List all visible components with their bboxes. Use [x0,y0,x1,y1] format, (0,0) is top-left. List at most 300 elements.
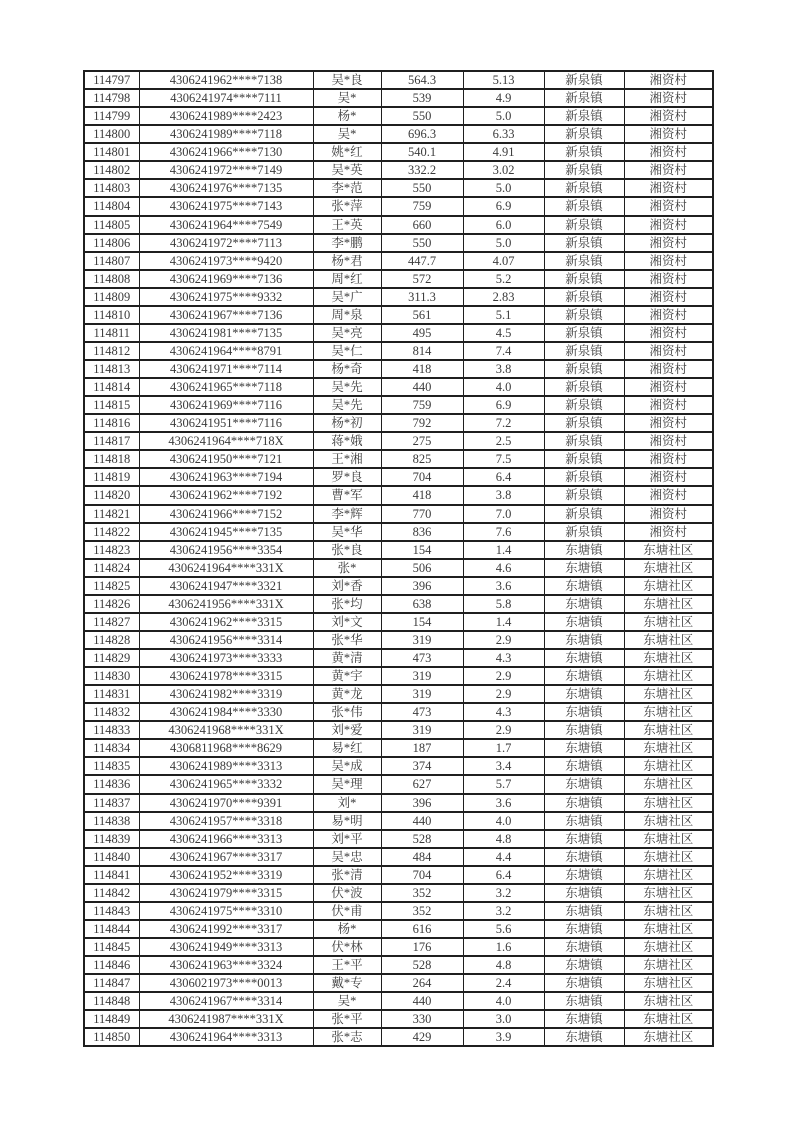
serial-cell: 114830 [84,667,139,685]
table-row [84,161,713,179]
name-cell: 伏*波 [313,884,381,902]
name-cell: 吴* [313,125,381,143]
value1-cell: 352 [381,902,463,920]
table-row [84,667,713,685]
town-cell: 新泉镇 [544,216,624,234]
town-cell: 新泉镇 [544,161,624,179]
town-cell: 新泉镇 [544,432,624,450]
id-number-cell: 4306241951****7116 [139,414,313,432]
value2-cell: 7.0 [463,505,544,523]
village-cell: 湘资村 [624,107,713,125]
id-number-cell: 4306241989****3313 [139,757,313,775]
town-cell: 东塘镇 [544,631,624,649]
value1-cell: 319 [381,631,463,649]
id-number-cell: 4306241962****7138 [139,71,313,89]
village-cell: 东塘社区 [624,757,713,775]
id-number-cell: 4306241966****7152 [139,505,313,523]
id-number-cell: 4306241972****7113 [139,234,313,252]
village-cell: 湘资村 [624,450,713,468]
name-cell: 吴*先 [313,378,381,396]
value1-cell: 759 [381,396,463,414]
town-cell: 东塘镇 [544,974,624,992]
name-cell: 吴*先 [313,396,381,414]
id-number-cell: 4306241956****3354 [139,541,313,559]
serial-cell: 114802 [84,161,139,179]
name-cell: 伏*甫 [313,902,381,920]
name-cell: 吴*广 [313,288,381,306]
value1-cell: 495 [381,324,463,342]
village-cell: 东塘社区 [624,812,713,830]
name-cell: 张*华 [313,631,381,649]
id-number-cell: 4306241968****331X [139,721,313,739]
value2-cell: 4.0 [463,812,544,830]
value2-cell: 6.0 [463,216,544,234]
id-number-cell: 4306241947****3321 [139,577,313,595]
value1-cell: 506 [381,559,463,577]
value1-cell: 528 [381,956,463,974]
name-cell: 吴*成 [313,757,381,775]
town-cell: 新泉镇 [544,414,624,432]
table-row [84,559,713,577]
village-cell: 湘资村 [624,216,713,234]
value2-cell: 2.9 [463,631,544,649]
value2-cell: 3.8 [463,486,544,504]
serial-cell: 114801 [84,143,139,161]
table-row [84,107,713,125]
town-cell: 东塘镇 [544,902,624,920]
value2-cell: 2.4 [463,974,544,992]
serial-cell: 114839 [84,830,139,848]
value2-cell: 5.1 [463,306,544,324]
value1-cell: 264 [381,974,463,992]
id-number-cell: 4306241989****2423 [139,107,313,125]
id-number-cell: 4306241975****9332 [139,288,313,306]
name-cell: 张*萍 [313,197,381,215]
table-row [84,974,713,992]
value1-cell: 176 [381,938,463,956]
name-cell: 张*清 [313,866,381,884]
town-cell: 新泉镇 [544,486,624,504]
value2-cell: 3.6 [463,794,544,812]
id-number-cell: 4306241992****3317 [139,920,313,938]
name-cell: 王*平 [313,956,381,974]
value2-cell: 5.13 [463,71,544,89]
id-number-cell: 4306241963****7194 [139,468,313,486]
serial-cell: 114798 [84,89,139,107]
town-cell: 东塘镇 [544,577,624,595]
id-number-cell: 4306241975****7143 [139,197,313,215]
town-cell: 东塘镇 [544,541,624,559]
table-row [84,848,713,866]
value1-cell: 396 [381,794,463,812]
name-cell: 蒋*娥 [313,432,381,450]
value1-cell: 836 [381,523,463,541]
id-number-cell: 4306241979****3315 [139,884,313,902]
table-row [84,125,713,143]
table-row [84,613,713,631]
value1-cell: 540.1 [381,143,463,161]
id-number-cell: 4306241964****3313 [139,1028,313,1046]
table-row [84,830,713,848]
table-row [84,902,713,920]
serial-cell: 114816 [84,414,139,432]
name-cell: 吴*华 [313,523,381,541]
value2-cell: 1.7 [463,739,544,757]
id-number-cell: 4306241967****3317 [139,848,313,866]
id-number-cell: 4306241969****7116 [139,396,313,414]
village-cell: 湘资村 [624,360,713,378]
value2-cell: 1.6 [463,938,544,956]
id-number-cell: 4306241973****3333 [139,649,313,667]
value2-cell: 7.2 [463,414,544,432]
serial-cell: 114842 [84,884,139,902]
town-cell: 东塘镇 [544,812,624,830]
value2-cell: 2.9 [463,685,544,703]
value2-cell: 4.4 [463,848,544,866]
value2-cell: 4.6 [463,559,544,577]
name-cell: 周*红 [313,270,381,288]
town-cell: 新泉镇 [544,505,624,523]
table-row [84,306,713,324]
id-number-cell: 4306241966****3313 [139,830,313,848]
town-cell: 东塘镇 [544,685,624,703]
value1-cell: 473 [381,649,463,667]
value2-cell: 3.8 [463,360,544,378]
table-row [84,775,713,793]
name-cell: 吴* [313,992,381,1010]
village-cell: 湘资村 [624,505,713,523]
value1-cell: 825 [381,450,463,468]
town-cell: 新泉镇 [544,360,624,378]
value1-cell: 154 [381,541,463,559]
town-cell: 东塘镇 [544,956,624,974]
town-cell: 东塘镇 [544,992,624,1010]
name-cell: 杨*君 [313,252,381,270]
name-cell: 张*伟 [313,703,381,721]
value1-cell: 770 [381,505,463,523]
value1-cell: 704 [381,468,463,486]
serial-cell: 114818 [84,450,139,468]
name-cell: 黄*清 [313,649,381,667]
value1-cell: 319 [381,721,463,739]
table-row [84,378,713,396]
value1-cell: 319 [381,667,463,685]
value1-cell: 759 [381,197,463,215]
serial-cell: 114828 [84,631,139,649]
town-cell: 东塘镇 [544,1028,624,1046]
table-row [84,884,713,902]
id-number-cell: 4306241962****3315 [139,613,313,631]
value2-cell: 4.3 [463,703,544,721]
table-row [84,794,713,812]
town-cell: 新泉镇 [544,342,624,360]
serial-cell: 114835 [84,757,139,775]
id-number-cell: 4306241957****3318 [139,812,313,830]
id-number-cell: 4306241963****3324 [139,956,313,974]
serial-cell: 114800 [84,125,139,143]
town-cell: 东塘镇 [544,667,624,685]
town-cell: 新泉镇 [544,143,624,161]
value1-cell: 814 [381,342,463,360]
id-number-cell: 4306241964****7549 [139,216,313,234]
village-cell: 东塘社区 [624,1028,713,1046]
name-cell: 张*志 [313,1028,381,1046]
value2-cell: 2.9 [463,667,544,685]
serial-cell: 114848 [84,992,139,1010]
village-cell: 湘资村 [624,342,713,360]
town-cell: 东塘镇 [544,703,624,721]
serial-cell: 114850 [84,1028,139,1046]
name-cell: 吴*理 [313,775,381,793]
value2-cell: 4.0 [463,378,544,396]
town-cell: 新泉镇 [544,523,624,541]
name-cell: 王*湘 [313,450,381,468]
town-cell: 东塘镇 [544,938,624,956]
serial-cell: 114805 [84,216,139,234]
id-number-cell: 4306241949****3313 [139,938,313,956]
value2-cell: 4.0 [463,992,544,1010]
value1-cell: 396 [381,577,463,595]
name-cell: 吴*忠 [313,848,381,866]
serial-cell: 114832 [84,703,139,721]
value1-cell: 352 [381,884,463,902]
value2-cell: 7.6 [463,523,544,541]
village-cell: 东塘社区 [624,541,713,559]
table-row [84,505,713,523]
serial-cell: 114815 [84,396,139,414]
value2-cell: 4.8 [463,830,544,848]
value2-cell: 5.0 [463,179,544,197]
value2-cell: 5.2 [463,270,544,288]
value2-cell: 5.8 [463,595,544,613]
value1-cell: 704 [381,866,463,884]
town-cell: 东塘镇 [544,1010,624,1028]
village-cell: 湘资村 [624,89,713,107]
town-cell: 东塘镇 [544,848,624,866]
value1-cell: 319 [381,685,463,703]
name-cell: 吴* [313,89,381,107]
village-cell: 湘资村 [624,252,713,270]
village-cell: 东塘社区 [624,703,713,721]
id-number-cell: 4306241984****3330 [139,703,313,721]
serial-cell: 114840 [84,848,139,866]
town-cell: 东塘镇 [544,920,624,938]
serial-cell: 114825 [84,577,139,595]
name-cell: 易*明 [313,812,381,830]
value1-cell: 484 [381,848,463,866]
value2-cell: 6.9 [463,197,544,215]
value2-cell: 3.02 [463,161,544,179]
id-number-cell: 4306241982****3319 [139,685,313,703]
village-cell: 东塘社区 [624,830,713,848]
village-cell: 东塘社区 [624,884,713,902]
serial-cell: 114843 [84,902,139,920]
village-cell: 东塘社区 [624,794,713,812]
town-cell: 新泉镇 [544,324,624,342]
name-cell: 张*良 [313,541,381,559]
village-cell: 东塘社区 [624,577,713,595]
table-row [84,649,713,667]
village-cell: 东塘社区 [624,974,713,992]
table-row [84,595,713,613]
town-cell: 东塘镇 [544,757,624,775]
village-cell: 湘资村 [624,432,713,450]
name-cell: 杨* [313,920,381,938]
id-number-cell: 4306241956****331X [139,595,313,613]
village-cell: 东塘社区 [624,938,713,956]
village-cell: 湘资村 [624,197,713,215]
value1-cell: 418 [381,486,463,504]
serial-cell: 114808 [84,270,139,288]
name-cell: 刘*爱 [313,721,381,739]
value2-cell: 4.8 [463,956,544,974]
serial-cell: 114821 [84,505,139,523]
village-cell: 湘资村 [624,306,713,324]
town-cell: 新泉镇 [544,234,624,252]
table-row [84,450,713,468]
town-cell: 新泉镇 [544,468,624,486]
id-number-cell: 4306241972****7149 [139,161,313,179]
serial-cell: 114829 [84,649,139,667]
town-cell: 东塘镇 [544,613,624,631]
records-table [83,70,714,1047]
value1-cell: 550 [381,234,463,252]
value2-cell: 2.83 [463,288,544,306]
table-row [84,324,713,342]
id-number-cell: 4306241956****3314 [139,631,313,649]
town-cell: 东塘镇 [544,794,624,812]
name-cell: 李*鹏 [313,234,381,252]
value1-cell: 330 [381,1010,463,1028]
value1-cell: 429 [381,1028,463,1046]
town-cell: 新泉镇 [544,396,624,414]
name-cell: 张*均 [313,595,381,613]
table-row [84,270,713,288]
value1-cell: 792 [381,414,463,432]
serial-cell: 114807 [84,252,139,270]
serial-cell: 114799 [84,107,139,125]
name-cell: 王*英 [313,216,381,234]
name-cell: 吴*英 [313,161,381,179]
table-row [84,252,713,270]
table-row [84,414,713,432]
value2-cell: 3.2 [463,902,544,920]
value1-cell: 627 [381,775,463,793]
village-cell: 东塘社区 [624,992,713,1010]
town-cell: 新泉镇 [544,450,624,468]
name-cell: 刘*香 [313,577,381,595]
table-row [84,992,713,1010]
serial-cell: 114813 [84,360,139,378]
village-cell: 湘资村 [624,378,713,396]
value2-cell: 4.5 [463,324,544,342]
id-number-cell: 4306241964****8791 [139,342,313,360]
id-number-cell: 4306241987****331X [139,1010,313,1028]
name-cell: 黄*宇 [313,667,381,685]
serial-cell: 114809 [84,288,139,306]
serial-cell: 114817 [84,432,139,450]
value2-cell: 3.4 [463,757,544,775]
id-number-cell: 4306241965****3332 [139,775,313,793]
table-row [84,920,713,938]
name-cell: 杨*初 [313,414,381,432]
serial-cell: 114836 [84,775,139,793]
value1-cell: 572 [381,270,463,288]
id-number-cell: 4306241969****7136 [139,270,313,288]
name-cell: 吴*仁 [313,342,381,360]
village-cell: 湘资村 [624,179,713,197]
town-cell: 新泉镇 [544,89,624,107]
value2-cell: 2.5 [463,432,544,450]
table-row [84,757,713,775]
id-number-cell: 4306241970****9391 [139,794,313,812]
name-cell: 黄*龙 [313,685,381,703]
value1-cell: 550 [381,107,463,125]
name-cell: 周*泉 [313,306,381,324]
serial-cell: 114811 [84,324,139,342]
name-cell: 曹*军 [313,486,381,504]
value2-cell: 1.4 [463,541,544,559]
table-row [84,1028,713,1046]
name-cell: 李*辉 [313,505,381,523]
town-cell: 东塘镇 [544,830,624,848]
id-number-cell: 4306241962****7192 [139,486,313,504]
serial-cell: 114820 [84,486,139,504]
village-cell: 东塘社区 [624,920,713,938]
table-row [84,396,713,414]
id-number-cell: 4306241974****7111 [139,89,313,107]
id-number-cell: 4306241964****718X [139,432,313,450]
value1-cell: 550 [381,179,463,197]
serial-cell: 114824 [84,559,139,577]
town-cell: 东塘镇 [544,775,624,793]
name-cell: 罗*良 [313,468,381,486]
id-number-cell: 4306241952****3319 [139,866,313,884]
serial-cell: 114831 [84,685,139,703]
village-cell: 湘资村 [624,523,713,541]
value2-cell: 5.0 [463,234,544,252]
value2-cell: 1.4 [463,613,544,631]
value1-cell: 564.3 [381,71,463,89]
village-cell: 东塘社区 [624,613,713,631]
value2-cell: 3.9 [463,1028,544,1046]
village-cell: 湘资村 [624,486,713,504]
records-table-body [84,71,713,1046]
town-cell: 新泉镇 [544,270,624,288]
table-row [84,179,713,197]
value1-cell: 638 [381,595,463,613]
value2-cell: 6.4 [463,866,544,884]
value1-cell: 374 [381,757,463,775]
serial-cell: 114812 [84,342,139,360]
serial-cell: 114844 [84,920,139,938]
value2-cell: 6.4 [463,468,544,486]
serial-cell: 114838 [84,812,139,830]
value1-cell: 187 [381,739,463,757]
village-cell: 湘资村 [624,143,713,161]
value2-cell: 7.4 [463,342,544,360]
name-cell: 刘*文 [313,613,381,631]
value2-cell: 4.07 [463,252,544,270]
table-row [84,486,713,504]
value2-cell: 7.5 [463,450,544,468]
town-cell: 新泉镇 [544,306,624,324]
village-cell: 东塘社区 [624,667,713,685]
id-number-cell: 4306241971****7114 [139,360,313,378]
serial-cell: 114823 [84,541,139,559]
village-cell: 湘资村 [624,468,713,486]
value1-cell: 561 [381,306,463,324]
